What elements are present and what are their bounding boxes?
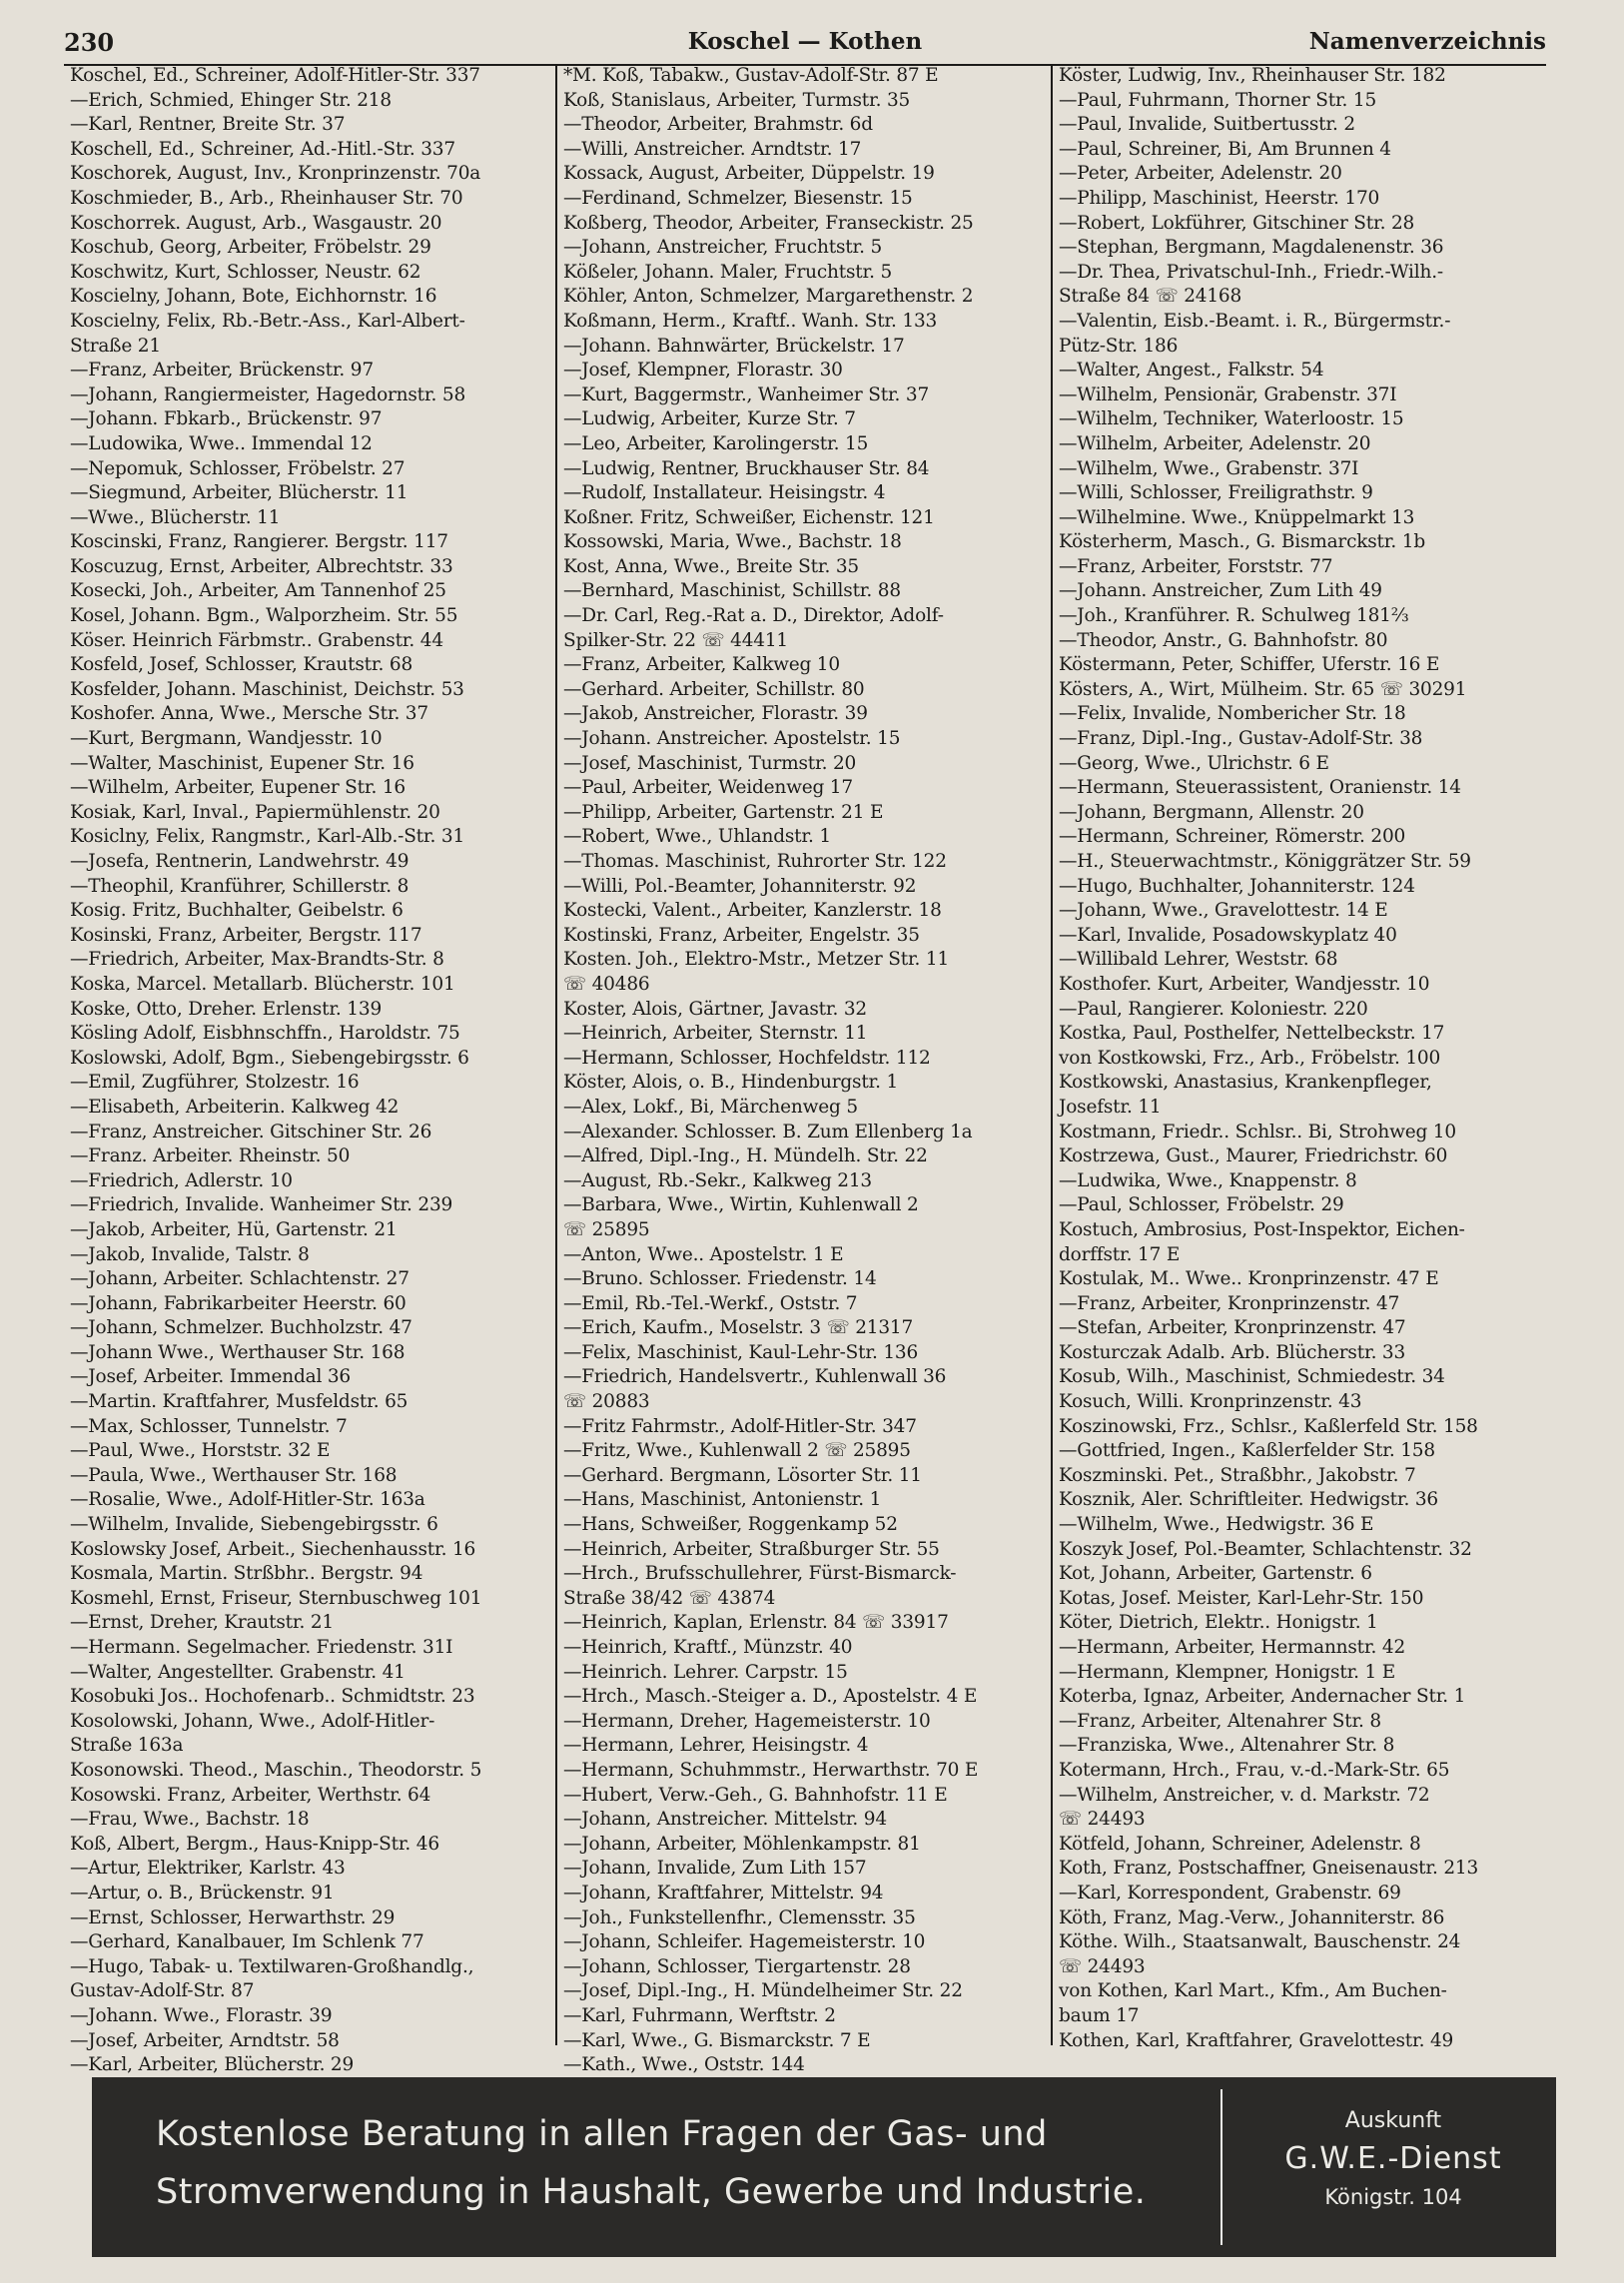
directory-entry: —Johann. Anstreicher. Apostelstr. 15 (563, 728, 901, 750)
directory-entry: —Josef, Dipl.-Ing., H. Mündelheimer Str. 22 (563, 1980, 963, 2002)
directory-entry: —Franz, Arbeiter, Kalkweg 10 (563, 654, 840, 676)
directory-entry: —Leo, Arbeiter, Karolingerstr. 15 (563, 432, 869, 454)
directory-entry: —Willi, Anstreicher. Arndtstr. 17 (563, 138, 862, 160)
directory-entry: Straße 84 ☏ 24168 (1059, 286, 1242, 308)
directory-entry: —Johann, Rangiermeister, Hagedornstr. 58 (70, 383, 466, 405)
directory-entry: —Paul, Fuhrmann, Thorner Str. 15 (1059, 89, 1377, 111)
directory-entry: Köser. Heinrich Färbmstr.. Grabenstr. 44 (70, 629, 443, 651)
directory-entry: —Emil, Zugführer, Stolzestr. 16 (70, 1072, 360, 1094)
directory-entry: —Fritz, Wwe., Kuhlenwall 2 ☏ 25895 (563, 1440, 911, 1462)
directory-entry: Koslowsky Josef, Arbeit., Siechenhausstr. 16 (70, 1538, 476, 1560)
directory-entry: von Kostkowski, Frz., Arb., Fröbelstr. 100 (1059, 1047, 1441, 1069)
directory-entry: von Kothen, Karl Mart., Kfm., Am Buchen- (1059, 1980, 1447, 2002)
directory-entry: —Artur, o. B., Brückenstr. 91 (70, 1882, 335, 1903)
directory-entry: —Hermann. Segelmacher. Friedenstr. 31I (70, 1637, 453, 1658)
directory-entry: Kosiclny, Felix, Rangmstr., Karl-Alb.-Str. 31 (70, 826, 465, 848)
directory-entry: —Kurt, Baggermstr., Wanheimer Str. 37 (563, 383, 930, 405)
directory-entry: Koschmieder, B., Arb., Rheinhauser Str. 70 (70, 187, 463, 209)
directory-entry: —Franz, Arbeiter, Altenahrer Str. 8 (1059, 1710, 1381, 1732)
directory-entry: —Walter, Angestellter. Grabenstr. 41 (70, 1661, 406, 1683)
directory-entry: —Robert, Lokführer, Gitschiner Str. 28 (1059, 212, 1415, 234)
directory-entry: Koth, Franz, Postschaffner, Gneisenaustr. 213 (1059, 1858, 1479, 1880)
directory-entry: —Johann, Kraftfahrer, Mittelstr. 94 (563, 1882, 884, 1903)
directory-entry: Kot, Johann, Arbeiter, Gartenstr. 6 (1059, 1563, 1372, 1585)
directory-entry: —Hermann, Klempner, Honigstr. 1 E (1059, 1661, 1396, 1683)
directory-entry: —Wilhelm, Techniker, Waterloostr. 15 (1059, 408, 1404, 430)
directory-entry: Koßner. Fritz, Schweißer, Eichenstr. 121 (563, 506, 935, 528)
directory-entry: —Johann. Bahnwärter, Brückelstr. 17 (563, 335, 905, 357)
directory-entry: —Frau, Wwe., Bachstr. 18 (70, 1809, 310, 1831)
directory-entry: Kosolowski, Johann, Wwe., Adolf-Hitler- (70, 1710, 435, 1732)
directory-entry: —Walter, Angest., Falkstr. 54 (1059, 360, 1324, 381)
banner-line-1: Kostenlose Beratung in allen Fragen der Gas- und (156, 2114, 1048, 2154)
banner-line-2: Stromverwendung in Haushalt, Gewerbe und Industrie. (156, 2172, 1147, 2212)
directory-column-1 (64, 64, 557, 2076)
directory-entry: —Franz, Arbeiter, Forststr. 77 (1059, 555, 1333, 577)
directory-entry: —Franziska, Wwe., Altenahrer Str. 8 (1059, 1735, 1395, 1757)
directory-entry: —Johann, Arbeiter. Schlachtenstr. 27 (70, 1268, 409, 1290)
directory-entry: Kosmala, Martin. Strßbhr.. Bergstr. 94 (70, 1563, 423, 1585)
directory-entry: Köth, Franz, Mag.-Verw., Johanniterstr. 86 (1059, 1906, 1445, 1928)
directory-entry: —Ludwig, Rentner, Bruckhauser Str. 84 (563, 457, 930, 479)
directory-entry: —Gerhard. Bergmann, Lösorter Str. 11 (563, 1464, 922, 1486)
page-number: 230 (64, 28, 115, 57)
directory-entry: —Johann. Fbkarb., Brückenstr. 97 (70, 408, 383, 430)
directory-entry: —Hermann, Steuerassistent, Oranienstr. 14 (1059, 777, 1461, 799)
directory-entry: —Jakob, Arbeiter, Hü, Gartenstr. 21 (70, 1218, 398, 1240)
directory-entry: Koß, Albert, Bergm., Haus-Knipp-Str. 46 (70, 1833, 439, 1855)
directory-entry: —Wwe., Blücherstr. 11 (70, 506, 281, 528)
directory-entry: —Paul, Wwe., Horststr. 32 E (70, 1440, 331, 1462)
directory-entry: Kötfeld, Johann, Schreiner, Adelenstr. 8 (1059, 1833, 1421, 1855)
directory-entry: Kößeler, Johann. Maler, Fruchtstr. 5 (563, 261, 893, 283)
directory-entry: Kosthofer. Kurt, Arbeiter, Wandjesstr. 10 (1059, 973, 1430, 995)
directory-entry: Kosturczak Adalb. Arb. Blücherstr. 33 (1059, 1341, 1406, 1363)
directory-entry: Straße 21 (70, 335, 161, 357)
directory-entry: ☏ 25895 (563, 1218, 650, 1240)
directory-entry: —Karl, Arbeiter, Blücherstr. 29 (70, 2054, 355, 2076)
directory-entry: Koschell, Ed., Schreiner, Ad.-Hitl.-Str. 337 (70, 138, 455, 160)
directory-entry: —Anton, Wwe.. Apostelstr. 1 E (563, 1243, 844, 1265)
banner-contact-label: Auskunft (1344, 2108, 1442, 2133)
directory-entry: —Fritz Fahrmstr., Adolf-Hitler-Str. 347 (563, 1415, 917, 1437)
directory-entry: —Paul, Invalide, Suitbertusstr. 2 (1059, 114, 1355, 136)
directory-entry: Koschwitz, Kurt, Schlosser, Neustr. 62 (70, 261, 421, 283)
directory-entry: —Hrch., Masch.-Steiger a. D., Apostelstr. 4 E (563, 1686, 978, 1708)
directory-entry: Köter, Dietrich, Elektr.. Honigstr. 1 (1059, 1612, 1378, 1634)
directory-entry: —Kurt, Bergmann, Wandjesstr. 10 (70, 728, 383, 750)
directory-entry: Kossack, August, Arbeiter, Düppelstr. 19 (563, 163, 935, 185)
directory-entry: —Siegmund, Arbeiter, Blücherstr. 11 (70, 482, 408, 504)
directory-entry: —Johann, Schmelzer. Buchholzstr. 47 (70, 1317, 412, 1339)
directory-entry: —Karl, Korrespondent, Grabenstr. 69 (1059, 1882, 1401, 1903)
directory-entry: —Heinrich, Arbeiter, Sternstr. 11 (563, 1023, 868, 1045)
directory-entry: Kothen, Karl, Kraftfahrer, Gravelottestr. 49 (1059, 2029, 1454, 2051)
directory-entry: Straße 163a (70, 1735, 184, 1757)
directory-entry: —Johann, Arbeiter, Möhlenkampstr. 81 (563, 1833, 921, 1855)
directory-entry: —Hermann, Schreiner, Römerstr. 200 (1059, 826, 1406, 848)
directory-entry: —Hermann, Arbeiter, Hermannstr. 42 (1059, 1637, 1406, 1658)
directory-entry: —Barbara, Wwe., Wirtin, Kuhlenwall 2 (563, 1194, 919, 1216)
directory-entry: Koszyk Josef, Pol.-Beamter, Schlachtenstr. 32 (1059, 1538, 1472, 1560)
directory-entry: —Franz, Arbeiter, Brückenstr. 97 (70, 360, 374, 381)
directory-entry: —Georg, Wwe., Ulrichstr. 6 E (1059, 752, 1329, 774)
advertisement-banner (92, 2077, 1556, 2257)
directory-entry: —Johann. Anstreicher, Zum Lith 49 (1059, 580, 1382, 602)
directory-entry: —Josef, Arbeiter, Arndtstr. 58 (70, 2029, 340, 2051)
directory-entry: dorffstr. 17 E (1059, 1243, 1181, 1265)
directory-entry: Kosecki, Joh., Arbeiter, Am Tannenhof 25 (70, 580, 446, 602)
directory-entry: —Gerhard. Arbeiter, Schillstr. 80 (563, 678, 865, 700)
directory-entry: —Gottfried, Ingen., Kaßlerfelder Str. 158 (1059, 1440, 1435, 1462)
directory-entry: Kösling Adolf, Eisbhnschffn., Haroldstr. 75 (70, 1023, 460, 1045)
directory-entry: Kosznik, Aler. Schriftleiter. Hedwigstr. 36 (1059, 1489, 1438, 1511)
directory-entry: Koterba, Ignaz, Arbeiter, Andernacher Str. 1 (1059, 1686, 1466, 1708)
directory-entry: Kotermann, Hrch., Frau, v.-d.-Mark-Str. 65 (1059, 1759, 1450, 1781)
directory-entry: Kostmann, Friedr.. Schlsr.. Bi, Strohweg 10 (1059, 1121, 1456, 1142)
directory-entry: —Alfred, Dipl.-Ing., H. Mündelh. Str. 22 (563, 1145, 928, 1167)
directory-entry: —Rudolf, Installateur. Heisingstr. 4 (563, 482, 886, 504)
directory-entry: Koß, Stanislaus, Arbeiter, Turmstr. 35 (563, 89, 911, 111)
directory-entry: Spilker-Str. 22 ☏ 44411 (563, 629, 788, 651)
directory-entry: —Ludwig, Arbeiter, Kurze Str. 7 (563, 408, 856, 430)
directory-entry: Kostka, Paul, Posthelfer, Nettelbeckstr. 17 (1059, 1023, 1445, 1045)
directory-entry: —Jakob, Invalide, Talstr. 8 (70, 1243, 310, 1265)
directory-entry: —Valentin, Eisb.-Beamt. i. R., Bürgermstr.- (1059, 310, 1451, 332)
directory-entry: —Hugo, Tabak- u. Textilwaren-Großhandlg., (70, 1955, 474, 1977)
directory-entry: ☏ 20883 (563, 1391, 650, 1413)
banner-contact (1230, 2105, 1556, 2213)
directory-entry: —Wilhelm, Wwe., Grabenstr. 37I (1059, 457, 1359, 479)
directory-entry: Köstermann, Peter, Schiffer, Uferstr. 16 E (1059, 654, 1440, 676)
directory-entry: —Wilhelm, Arbeiter, Eupener Str. 16 (70, 777, 406, 799)
directory-entry: —Thomas. Maschinist, Ruhrorter Str. 122 (563, 851, 947, 872)
directory-entry: Kosfeld, Josef, Schlosser, Krautstr. 68 (70, 654, 413, 676)
directory-entry: —Paul, Schlosser, Fröbelstr. 29 (1059, 1194, 1344, 1216)
directory-entry: —Franz, Anstreicher. Gitschiner Str. 26 (70, 1121, 432, 1142)
directory-entry: Kosub, Wilh., Maschinist, Schmiedestr. 34 (1059, 1366, 1445, 1388)
directory-entry: baum 17 (1059, 2004, 1140, 2026)
directory-entry: —Emil, Rb.-Tel.-Werkf., Oststr. 7 (563, 1292, 858, 1314)
directory-entry: —Hans, Schweißer, Roggenkamp 52 (563, 1514, 898, 1536)
directory-entry: —Paul, Schreiner, Bi, Am Brunnen 4 (1059, 138, 1391, 160)
banner-contact-name: G.W.E.-Dienst (1284, 2141, 1502, 2176)
directory-entry: —Artur, Elektriker, Karlstr. 43 (70, 1858, 346, 1880)
directory-entry: ☏ 24493 (1059, 1809, 1146, 1831)
directory-entry: —Ernst, Schlosser, Herwarthstr. 29 (70, 1906, 396, 1928)
directory-entry: —Johann. Wwe., Florastr. 39 (70, 2004, 333, 2026)
directory-column-2 (557, 64, 1053, 2076)
directory-entry: Koschorrek. August, Arb., Wasgaustr. 20 (70, 212, 442, 234)
directory-entry: Koslowski, Adolf, Bgm., Siebengebirgsstr. 6 (70, 1047, 469, 1069)
directory-entry: Kosowski. Franz, Arbeiter, Werthstr. 64 (70, 1784, 431, 1806)
directory-entry: —Robert, Wwe., Uhlandstr. 1 (563, 826, 831, 848)
directory-entry: —Friedrich, Adlerstr. 10 (70, 1169, 293, 1191)
directory-entry: —Philipp, Arbeiter, Gartenstr. 21 E (563, 801, 884, 823)
directory-entry: —Hermann, Lehrer, Heisingstr. 4 (563, 1735, 869, 1757)
directory-entry: —Heinrich. Lehrer. Carpstr. 15 (563, 1661, 848, 1683)
directory-entry: —Jakob, Anstreicher, Florastr. 39 (563, 703, 868, 725)
directory-entry: —Josef, Arbeiter. Immendal 36 (70, 1366, 351, 1388)
directory-entry: Kosig. Fritz, Buchhalter, Geibelstr. 6 (70, 900, 404, 922)
directory-entry: —Elisabeth, Arbeiterin. Kalkweg 42 (70, 1096, 400, 1118)
directory-entry: —Theophil, Kranführer, Schillerstr. 8 (70, 875, 409, 897)
directory-entry: —Walter, Maschinist, Eupener Str. 16 (70, 752, 414, 774)
directory-entry: —Josef, Maschinist, Turmstr. 20 (563, 752, 857, 774)
directory-entry: —Willi, Schlosser, Freiligrathstr. 9 (1059, 482, 1373, 504)
directory-entry: —Karl, Wwe., G. Bismarckstr. 7 E (563, 2029, 871, 2051)
directory-entry: —Johann, Fabrikarbeiter Heerstr. 60 (70, 1292, 406, 1314)
directory-entry: Kost, Anna, Wwe., Breite Str. 35 (563, 555, 859, 577)
directory-entry: —Hugo, Buchhalter, Johanniterstr. 124 (1059, 875, 1415, 897)
directory-entry: Kostinski, Franz, Arbeiter, Engelstr. 35 (563, 924, 920, 946)
directory-entry: —Paula, Wwe., Werthauser Str. 168 (70, 1464, 398, 1486)
directory-entry: —Alexander. Schlosser. B. Zum Ellenberg 1a (563, 1121, 973, 1142)
directory-entry: —Paul, Arbeiter, Weidenweg 17 (563, 777, 853, 799)
directory-entry: ☏ 24493 (1059, 1955, 1146, 1977)
directory-entry: Köthe. Wilh., Staatsanwalt, Bauschenstr. 24 (1059, 1931, 1461, 1953)
directory-entry: Koschel, Ed., Schreiner, Adolf-Hitler-Str. 337 (70, 65, 480, 86)
banner-contact-address: Königstr. 104 (1324, 2185, 1462, 2209)
directory-entry: Kostrzewa, Gust., Maurer, Friedrichstr. 60 (1059, 1145, 1448, 1167)
directory-entry: Koscielny, Felix, Rb.-Betr.-Ass., Karl-Albert- (70, 310, 465, 332)
directory-entry: —Dr. Carl, Reg.-Rat a. D., Direktor, Adolf- (563, 605, 944, 627)
directory-entry: —August, Rb.-Sekr., Kalkweg 213 (563, 1169, 873, 1191)
directory-entry: —Wilhelm, Pensionär, Grabenstr. 37I (1059, 383, 1397, 405)
directory-entry: —Friedrich, Handelsvertr., Kuhlenwall 36 (563, 1366, 947, 1388)
directory-entry: ☏ 40486 (563, 973, 650, 995)
directory-entry: Kosmehl, Ernst, Friseur, Sternbuschweg 101 (70, 1587, 482, 1609)
directory-entry: —Johann Wwe., Werthauser Str. 168 (70, 1341, 406, 1363)
directory-entry: —Joh., Kranführer. R. Schulweg 181⅔ (1059, 605, 1409, 627)
directory-entry: —Nepomuk, Schlosser, Fröbelstr. 27 (70, 457, 406, 479)
directory-entry: Kosobuki Jos.. Hochofenarb.. Schmidtstr. 23 (70, 1686, 475, 1708)
directory-entry: —Philipp, Maschinist, Heerstr. 170 (1059, 187, 1380, 209)
directory-entry: —H., Steuerwachtmstr., Königgrätzer Str. 59 (1059, 851, 1471, 872)
directory-entry: Kotas, Josef. Meister, Karl-Lehr-Str. 150 (1059, 1587, 1424, 1609)
directory-entry: —Martin. Kraftfahrer, Musfeldstr. 65 (70, 1391, 408, 1413)
directory-entry: —Heinrich, Kraftf., Münzstr. 40 (563, 1637, 853, 1658)
directory-entry: —Friedrich, Invalide. Wanheimer Str. 239 (70, 1194, 453, 1216)
directory-entry: —Franz, Dipl.-Ing., Gustav-Adolf-Str. 38 (1059, 728, 1423, 750)
directory-entry: —Karl, Fuhrmann, Werftstr. 2 (563, 2004, 836, 2026)
directory-entry: —Wilhelm, Wwe., Hedwigstr. 36 E (1059, 1514, 1374, 1536)
directory-entry: —Rosalie, Wwe., Adolf-Hitler-Str. 163a (70, 1489, 425, 1511)
directory-entry: —Hubert, Verw.-Geh., G. Bahnhofstr. 11 E (563, 1784, 948, 1806)
directory-entry: Kostkowski, Anastasius, Krankenpfleger, (1059, 1072, 1432, 1094)
directory-entry: —Gerhard, Kanalbauer, Im Schlenk 77 (70, 1931, 424, 1953)
directory-entry: —Heinrich, Kaplan, Erlenstr. 84 ☏ 33917 (563, 1612, 949, 1634)
directory-entry: —Josef, Klempner, Florastr. 30 (563, 360, 843, 381)
directory-entry: —Hermann, Dreher, Hagemeisterstr. 10 (563, 1710, 931, 1732)
directory-entry: Kossowski, Maria, Wwe., Bachstr. 18 (563, 531, 902, 553)
directory-entry: —Willi, Pol.-Beamter, Johanniterstr. 92 (563, 875, 917, 897)
directory-entry: —Stephan, Bergmann, Magdalenenstr. 36 (1059, 237, 1444, 259)
directory-entry: Köhler, Anton, Schmelzer, Margarethenstr. 2 (563, 286, 974, 308)
directory-entry: Koster, Alois, Gärtner, Javastr. 32 (563, 998, 867, 1020)
directory-entry: Koschorek, August, Inv., Kronprinzenstr. 70a (70, 163, 481, 185)
directory-entry: —Friedrich, Arbeiter, Max-Brandts-Str. 8 (70, 949, 444, 971)
directory-entry: —Ludwika, Wwe., Knappenstr. 8 (1059, 1169, 1357, 1191)
directory-entry: —Franz. Arbeiter. Rheinstr. 50 (70, 1145, 351, 1167)
directory-entry: Koska, Marcel. Metallarb. Blücherstr. 101 (70, 973, 455, 995)
directory-entry: Koßberg, Theodor, Arbeiter, Franseckistr. 25 (563, 212, 974, 234)
directory-entry: —Hrch., Brufsschullehrer, Fürst-Bismarck- (563, 1563, 957, 1585)
directory-entry: —Bernhard, Maschinist, Schillstr. 88 (563, 580, 901, 602)
directory-entry: —Hermann, Schlosser, Hochfeldstr. 112 (563, 1047, 931, 1069)
directory-entry: —Erich, Schmied, Ehinger Str. 218 (70, 89, 392, 111)
directory-column-3 (1053, 64, 1546, 2051)
directory-entry: —Johann, Schlosser, Tiergartenstr. 28 (563, 1955, 911, 1977)
directory-entry: —Wilhelm, Anstreicher, v. d. Markstr. 72 (1059, 1784, 1430, 1806)
directory-entry: —Johann, Wwe., Gravelottestr. 14 E (1059, 900, 1388, 922)
directory-entry: Straße 38/42 ☏ 43874 (563, 1587, 776, 1609)
directory-entry: —Hans, Maschinist, Antonienstr. 1 (563, 1489, 882, 1511)
directory-entry: —Stefan, Arbeiter, Kronprinzenstr. 47 (1059, 1317, 1406, 1339)
directory-entry: —Wilhelmine. Wwe., Knüppelmarkt 13 (1059, 506, 1415, 528)
directory-entry: Pütz-Str. 186 (1059, 335, 1179, 357)
directory-entry: Koscinski, Franz, Rangierer. Bergstr. 117 (70, 531, 448, 553)
directory-entry: —Paul, Rangierer. Koloniestr. 220 (1059, 998, 1368, 1020)
directory-entry: Köster, Ludwig, Inv., Rheinhauser Str. 182 (1059, 65, 1446, 86)
directory-entry: —Dr. Thea, Privatschul-Inh., Friedr.-Wilh.- (1059, 261, 1443, 283)
directory-entry: —Felix, Maschinist, Kaul-Lehr-Str. 136 (563, 1341, 919, 1363)
directory-entry: —Willibald Lehrer, Weststr. 68 (1059, 949, 1338, 971)
directory-entry: Koßmann, Herm., Kraftf.. Wanh. Str. 133 (563, 310, 938, 332)
directory-entry: —Max, Schlosser, Tunnelstr. 7 (70, 1415, 348, 1437)
directory-entry: —Josefa, Rentnerin, Landwehrstr. 49 (70, 851, 409, 872)
directory-entry: Kostulak, M.. Wwe.. Kronprinzenstr. 47 E (1059, 1268, 1439, 1290)
directory-entry: —Bruno. Schlosser. Friedenstr. 14 (563, 1268, 877, 1290)
directory-entry: Koschub, Georg, Arbeiter, Fröbelstr. 29 (70, 237, 431, 259)
directory-entry: Koszminski. Pet., Straßbhr., Jakobstr. 7 (1059, 1464, 1416, 1486)
directory-entry: —Ferdinand, Schmelzer, Biesenstr. 15 (563, 187, 913, 209)
banner-text (156, 2105, 1234, 2221)
directory-entry: —Johann, Anstreicher. Mittelstr. 94 (563, 1809, 887, 1831)
name-range-title: Koschel — Kothen (687, 28, 923, 55)
directory-entry: —Hermann, Schuhmmstr., Herwarthstr. 70 E (563, 1759, 979, 1781)
directory-entry: —Theodor, Anstr., G. Bahnhofstr. 80 (1059, 629, 1388, 651)
directory-entry: Kosten. Joh., Elektro-Mstr., Metzer Str. 11 (563, 949, 950, 971)
directory-entry: Josefstr. 11 (1059, 1096, 1162, 1118)
directory-entry: —Ludowika, Wwe.. Immendal 12 (70, 432, 373, 454)
directory-entry: —Franz, Arbeiter, Kronprinzenstr. 47 (1059, 1292, 1400, 1314)
directory-entry: Kostecki, Valent., Arbeiter, Kanzlerstr. 18 (563, 900, 942, 922)
directory-entry: Gustav-Adolf-Str. 87 (70, 1980, 255, 2002)
directory-entry: —Kath., Wwe., Oststr. 144 (563, 2054, 805, 2076)
directory-entry: Kosonowski. Theod., Maschin., Theodorstr. 5 (70, 1759, 482, 1781)
directory-entry: —Theodor, Arbeiter, Brahmstr. 6d (563, 114, 873, 136)
directory-entry: —Felix, Invalide, Nombericher Str. 18 (1059, 703, 1406, 725)
directory-entry: *M. Koß, Tabakw., Gustav-Adolf-Str. 87 E (563, 65, 939, 86)
directory-entry: Koscuzug, Ernst, Arbeiter, Albrechtstr. 33 (70, 555, 453, 577)
directory-entry: —Johann, Schleifer. Hagemeisterstr. 10 (563, 1931, 926, 1953)
directory-entry: —Peter, Arbeiter, Adelenstr. 20 (1059, 163, 1342, 185)
directory-entry: Kösters, A., Wirt, Mülheim. Str. 65 ☏ 30291 (1059, 678, 1467, 700)
directory-entry: —Wilhelm, Arbeiter, Adelenstr. 20 (1059, 432, 1371, 454)
directory-entry: Koscielny, Johann, Bote, Eichhornstr. 16 (70, 286, 437, 308)
directory-entry: —Karl, Rentner, Breite Str. 37 (70, 114, 346, 136)
section-title: Namenverzeichnis (1308, 28, 1546, 55)
directory-entry: —Johann, Invalide, Zum Lith 157 (563, 1858, 867, 1880)
page-header (64, 22, 1546, 66)
directory-entry: —Karl, Invalide, Posadowskyplatz 40 (1059, 924, 1397, 946)
directory-entry: —Wilhelm, Invalide, Siebengebirgsstr. 6 (70, 1514, 438, 1536)
directory-entry: Kostuch, Ambrosius, Post-Inspektor, Eichen- (1059, 1218, 1465, 1240)
banner-divider (1220, 2089, 1222, 2245)
directory-entry: Kosiak, Karl, Inval., Papiermühlenstr. 20 (70, 801, 440, 823)
directory-entry: Kosuch, Willi. Kronprinzenstr. 43 (1059, 1391, 1362, 1413)
directory-entry: —Alex, Lokf., Bi, Märchenweg 5 (563, 1096, 858, 1118)
directory-entry: —Joh., Funkstellenfhr., Clemensstr. 35 (563, 1906, 916, 1928)
directory-entry: —Erich, Kaufm., Moselstr. 3 ☏ 21317 (563, 1317, 914, 1339)
directory-entry: Koszinowski, Frz., Schlsr., Kaßlerfeld Str. 158 (1059, 1415, 1478, 1437)
directory-entry: Köster, Alois, o. B., Hindenburgstr. 1 (563, 1072, 899, 1094)
directory-columns (64, 64, 1546, 2076)
directory-entry: Kosinski, Franz, Arbeiter, Bergstr. 117 (70, 924, 422, 946)
directory-entry: —Ernst, Dreher, Krautstr. 21 (70, 1612, 334, 1634)
directory-entry: Koske, Otto, Dreher. Erlenstr. 139 (70, 998, 383, 1020)
directory-entry: —Johann, Anstreicher, Fruchtstr. 5 (563, 237, 883, 259)
directory-entry: Kosel, Johann. Bgm., Walporzheim. Str. 55 (70, 605, 458, 627)
directory-entry: Kösterherm, Masch., G. Bismarckstr. 1b (1059, 531, 1425, 553)
directory-entry: —Heinrich, Arbeiter, Straßburger Str. 55 (563, 1538, 940, 1560)
directory-entry: Koshofer. Anna, Wwe., Mersche Str. 37 (70, 703, 428, 725)
directory-entry: —Johann, Bergmann, Allenstr. 20 (1059, 801, 1364, 823)
directory-entry: Kosfelder, Johann. Maschinist, Deichstr. 53 (70, 678, 464, 700)
